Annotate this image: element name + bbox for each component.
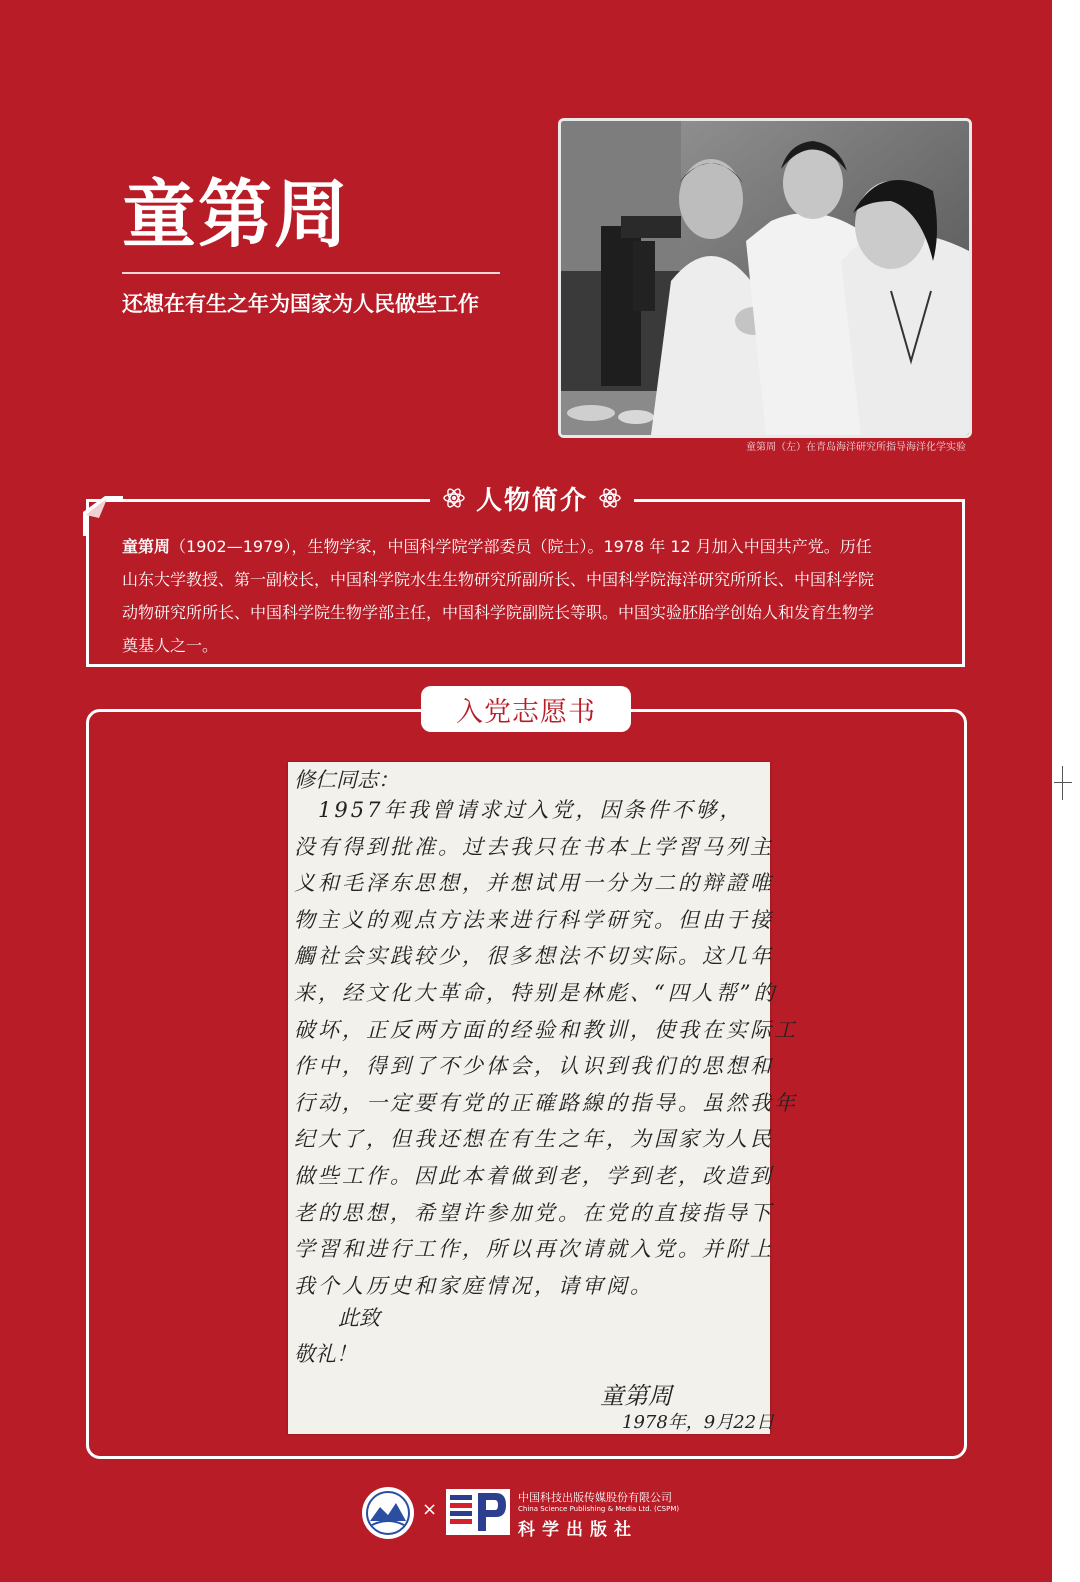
intro-name: 童第周	[122, 537, 171, 556]
letter-line: 破坏，正反两方面的经验和教训，使我在实际工	[294, 1017, 798, 1042]
letter-line: 物主义的观点方法来进行科学研究。但由于接	[294, 907, 774, 932]
emblem-logo	[360, 1485, 416, 1541]
publisher-name-cn: 中国科技出版传媒股份有限公司	[518, 1491, 672, 1504]
intro-paragraph	[122, 530, 938, 662]
publisher-logo	[446, 1489, 510, 1535]
letter-line: 做些工作。因此本着做到老，学到老，改造到	[294, 1163, 774, 1188]
letter-body	[294, 792, 798, 1304]
intro-line: 奠基人之一。	[122, 636, 219, 655]
letter-line: 行动，一定要有党的正確路線的指导。虽然我年	[294, 1090, 798, 1115]
letter-line: 我个人历史和家庭情况，请审阅。	[294, 1273, 654, 1298]
letter-line: 1957年我曾请求过入党，因条件不够，	[294, 798, 744, 822]
photo-caption: 童第周（左）在青岛海洋研究所指导海洋化学实验	[746, 442, 966, 453]
letter-line: 老的思想，希望许参加党。在党的直接指导下	[294, 1200, 774, 1225]
intro-line: 童第周（1902—1979），生物学家，中国科学院学部委员（院士）。1978 年 12 月加入中国共产党。历任	[122, 537, 872, 556]
atom-icon	[598, 486, 622, 510]
subtitle: 还想在有生之年为国家为人民做些工作	[122, 292, 479, 316]
letter-section-header	[421, 686, 631, 732]
letter-line: 义和毛泽东思想，并想试用一分为二的辩證唯	[294, 871, 774, 896]
letter-date: 1978年，9月22日	[622, 1412, 775, 1433]
letter-salutation: 修仁同志：	[294, 768, 399, 792]
crop-mark	[1054, 782, 1072, 783]
letter-line: 没有得到批准。过去我只在书本上学習马列主	[294, 834, 774, 859]
letter-line: 来，经文化大革命，特别是林彪、“四人帮”的	[294, 980, 778, 1005]
letter-salute: 敬礼！	[294, 1342, 357, 1366]
crop-mark	[1062, 766, 1063, 800]
handwritten-letter	[288, 762, 798, 1434]
publisher-short-name: 科学出版社	[518, 1520, 638, 1540]
historical-photo	[558, 118, 972, 438]
letter-closing: 此致	[338, 1306, 380, 1330]
letter-line: 学習和进行工作，所以再次请就入党。并附上	[294, 1237, 774, 1262]
intro-line: 动物研究所所长、中国科学院生物学部主任，中国科学院副院长等职。中国实验胚胎学创始人和发育生物学	[122, 603, 875, 622]
intro-section-header	[430, 478, 634, 518]
corner-fold-icon	[83, 496, 123, 536]
letter-line: 觸社会实践较少，很多想法不切实际。这几年	[294, 944, 774, 969]
letter-line: 作中，得到了不少体会，认识到我们的思想和	[294, 1054, 774, 1079]
footer-logos	[360, 1485, 700, 1541]
publisher-name-en: China Science Publishing & Media Ltd. (CSPM)	[518, 1505, 680, 1513]
intro-section-title: 人物简介	[475, 485, 588, 516]
separator: ×	[422, 1499, 438, 1520]
intro-line: 山东大学教授、第一副校长，中国科学院水生生物研究所副所长、中国科学院海洋研究所所长、中国科学院	[122, 570, 875, 589]
letter-section-title: 入党志愿书	[456, 696, 596, 728]
person-name: 童第周	[122, 172, 350, 258]
letter-line: 纪大了，但我还想在有生之年，为国家为人民	[294, 1127, 774, 1152]
atom-icon	[442, 486, 466, 510]
title-divider	[122, 272, 500, 274]
letter-signature: 童第周	[600, 1382, 672, 1410]
